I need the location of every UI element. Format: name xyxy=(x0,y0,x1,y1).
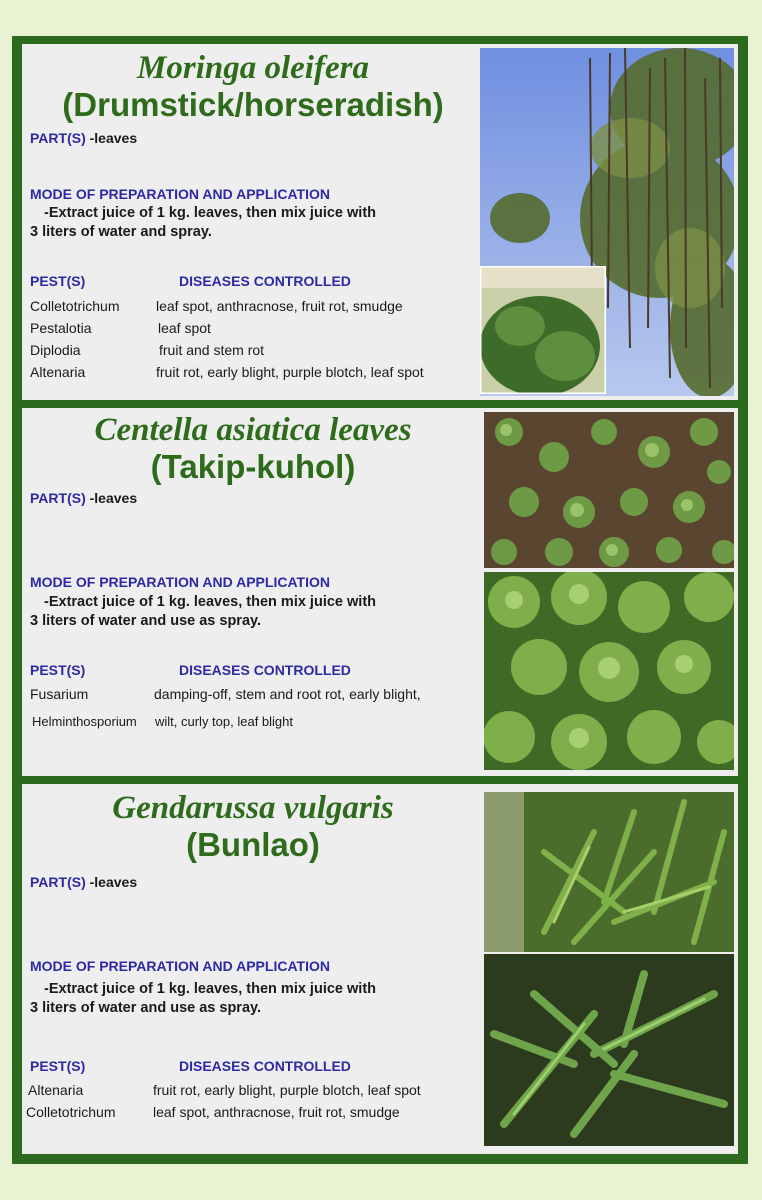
poster-frame xyxy=(12,36,748,1164)
mode-text xyxy=(30,980,480,1018)
gendarussa-shrub-photo xyxy=(484,792,734,952)
disease-list: leaf spot, anthracnose, fruit rot, smudge xyxy=(156,298,403,314)
mode-line-2: 3 liters of water and use as spray. xyxy=(30,613,262,629)
pest-name: Colletotrichum xyxy=(26,1104,116,1120)
pest-name: Pestalotia xyxy=(30,320,92,336)
pest-name: Colletotrichum xyxy=(30,298,120,314)
pest-name: Fusarium xyxy=(30,686,89,702)
disease-list: fruit rot, early blight, purple blotch, leaf spot xyxy=(156,364,424,380)
disease-list: fruit rot, early blight, purple blotch, leaf spot xyxy=(153,1082,421,1098)
gendarussa-leaves-photo xyxy=(484,954,734,1146)
section-centella xyxy=(22,408,738,776)
parts-line xyxy=(30,130,137,146)
mode-line-1: -Extract juice of 1 kg. leaves, then mix juice with xyxy=(44,981,376,997)
section-text xyxy=(22,784,484,1154)
disease-list: wilt, curly top, leaf blight xyxy=(155,714,294,729)
section-text xyxy=(22,408,484,776)
pest-name: Altenaria xyxy=(28,1082,84,1098)
section-moringa xyxy=(22,44,738,400)
parts-label: PART(S) xyxy=(30,490,86,506)
mode-text xyxy=(30,593,480,631)
pest-name: Diplodia xyxy=(30,342,81,358)
scientific-name: Centella asiatica leaves xyxy=(94,412,412,448)
pests-header: PEST(S) xyxy=(30,1058,86,1074)
section-gendarussa xyxy=(22,784,738,1154)
disease-list: leaf spot, anthracnose, fruit rot, smudge xyxy=(153,1104,400,1120)
mode-label: MODE OF PREPARATION AND APPLICATION xyxy=(30,958,330,974)
moringa-leaves-photo xyxy=(480,266,606,394)
mode-line-2: 3 liters of water and spray. xyxy=(30,224,212,240)
centella-ground-photo xyxy=(484,412,734,568)
mode-line-1: -Extract juice of 1 kg. leaves, then mix juice with xyxy=(44,205,376,221)
mode-line-2: 3 liters of water and use as spray. xyxy=(30,1000,262,1016)
scientific-name: Gendarussa vulgaris xyxy=(112,790,394,826)
common-name: (Drumstick/horseradish) xyxy=(62,86,444,123)
diseases-header: DISEASES CONTROLLED xyxy=(179,273,351,289)
parts-label: PART(S) xyxy=(30,874,86,890)
mode-line-1: -Extract juice of 1 kg. leaves, then mix juice with xyxy=(44,594,376,610)
pests-header: PEST(S) xyxy=(30,662,86,678)
scientific-name: Moringa oleifera xyxy=(137,50,369,86)
common-name: (Takip-kuhol) xyxy=(150,448,356,485)
diseases-header: DISEASES CONTROLLED xyxy=(179,662,351,678)
parts-label: PART(S) xyxy=(30,130,86,146)
mode-label: MODE OF PREPARATION AND APPLICATION xyxy=(30,186,330,202)
parts-line xyxy=(30,490,137,506)
pests-header: PEST(S) xyxy=(30,273,86,289)
mode-label: MODE OF PREPARATION AND APPLICATION xyxy=(30,574,330,590)
disease-list: damping-off, stem and root rot, early blight, xyxy=(154,686,421,702)
parts-value: -leaves xyxy=(89,490,138,506)
pest-name: Altenaria xyxy=(30,364,86,380)
parts-line xyxy=(30,874,137,890)
common-name: (Bunlao) xyxy=(186,826,320,863)
pest-name: Helminthosporium xyxy=(32,714,137,729)
parts-value: -leaves xyxy=(89,130,138,146)
mode-text xyxy=(30,204,480,242)
disease-list: leaf spot xyxy=(158,320,211,336)
centella-closeup-photo xyxy=(484,572,734,770)
section-text xyxy=(22,44,484,400)
diseases-header: DISEASES CONTROLLED xyxy=(179,1058,351,1074)
disease-list: fruit and stem rot xyxy=(159,342,265,358)
parts-value: -leaves xyxy=(89,874,138,890)
